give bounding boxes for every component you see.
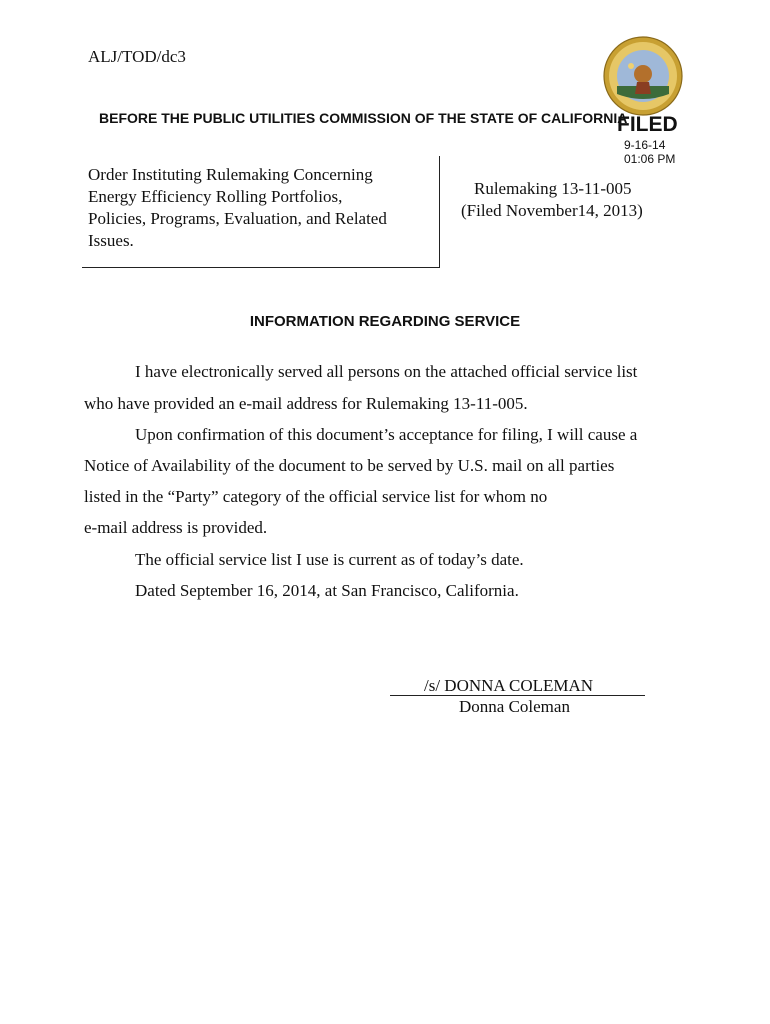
proceeding-filed-date: (Filed November14, 2013) — [461, 201, 643, 220]
body-line: Upon confirmation of this document’s acceptance for filing, I will cause a — [135, 425, 638, 444]
caption-line: Policies, Programs, Evaluation, and Related — [88, 209, 387, 228]
signer-printed-name: Donna Coleman — [459, 697, 570, 716]
commission-heading: BEFORE THE PUBLIC UTILITIES COMMISSION OF THE STATE OF CALIFORNIA — [99, 110, 628, 126]
filed-stamp-word: FILED — [617, 113, 678, 136]
docket-code: ALJ/TOD/dc3 — [88, 47, 186, 66]
body-line: I have electronically served all persons on the attached official service list — [135, 362, 638, 381]
caption-box — [82, 156, 440, 268]
document-title: INFORMATION REGARDING SERVICE — [249, 313, 521, 330]
body-line: listed in the “Party” category of the official service list for whom no — [84, 487, 548, 506]
body-line: The official service list I use is current as of today’s date. — [135, 550, 524, 569]
body-line: Dated September 16, 2014, at San Francisco, California. — [135, 581, 519, 600]
proceeding-number: Rulemaking 13-11-005 — [474, 179, 632, 198]
body-line: Notice of Availability of the document to be served by U.S. mail on all parties — [84, 456, 615, 475]
body-line: who have provided an e-mail address for Rulemaking 13-11-005. — [84, 394, 528, 413]
body-line: e-mail address is provided. — [84, 518, 268, 537]
caption-line: Issues. — [88, 231, 134, 250]
california-puc-seal-icon — [603, 36, 683, 116]
electronic-signature: /s/ DONNA COLEMAN — [424, 676, 594, 695]
caption-line: Order Instituting Rulemaking Concerning — [88, 165, 373, 184]
filed-stamp-date: 9-16-14 — [624, 138, 666, 152]
filed-stamp-time: 01:06 PM — [624, 152, 676, 166]
signature-line — [390, 695, 645, 696]
caption-line: Energy Efficiency Rolling Portfolios, — [88, 187, 343, 206]
